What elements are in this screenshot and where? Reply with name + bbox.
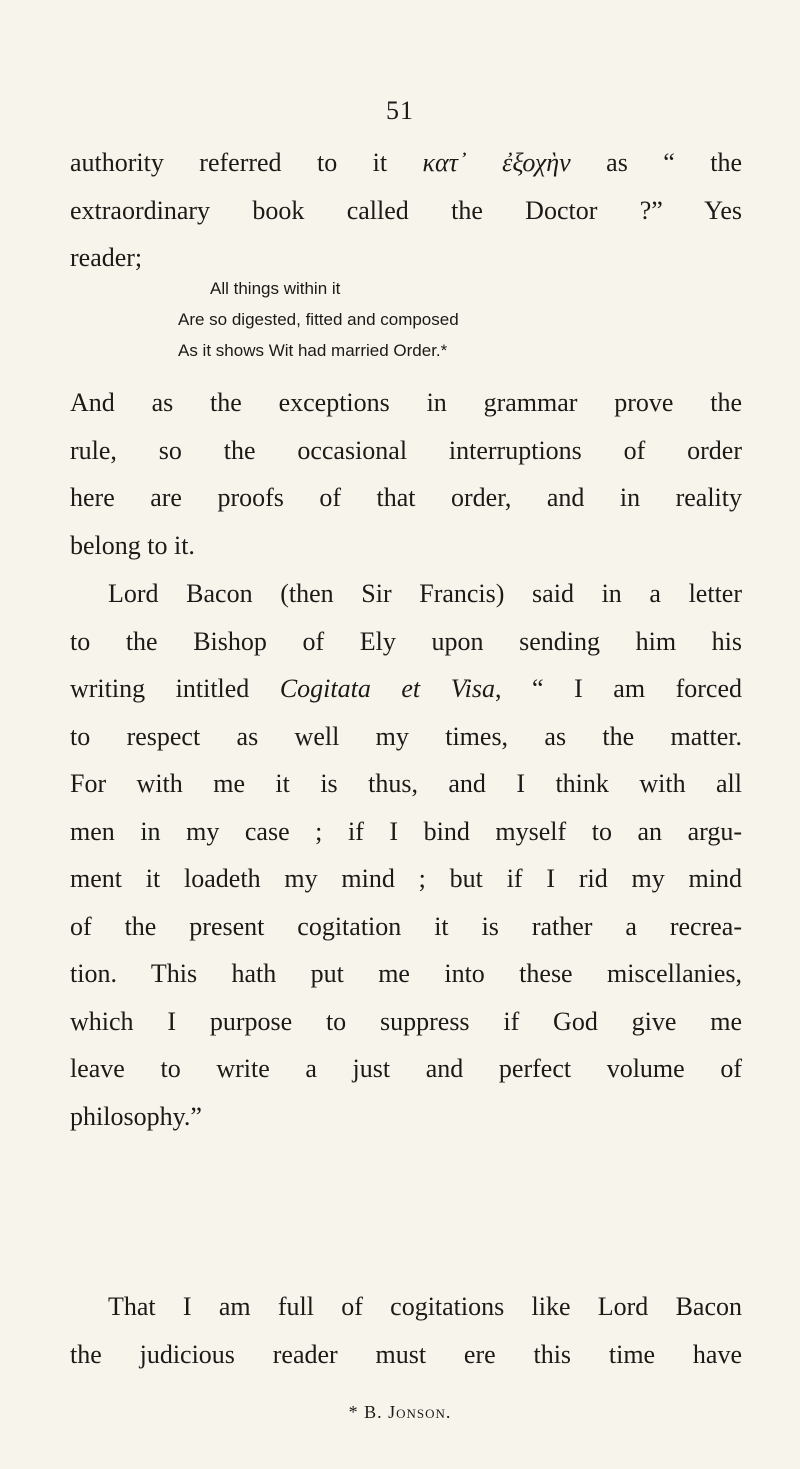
text-line: belong to it. bbox=[70, 530, 195, 560]
paragraph-lord-bacon bbox=[70, 570, 742, 1140]
verse-line: Are so digested, fitted and composed bbox=[178, 310, 459, 329]
verse-quotation bbox=[178, 273, 738, 366]
text-line bbox=[70, 665, 742, 713]
text-line: to respect as well my times, as the matter. bbox=[70, 721, 742, 751]
paragraph-opening bbox=[70, 139, 742, 282]
text-line: Lord Bacon (then Sir Francis) said in a letter bbox=[108, 579, 742, 608]
text-span: , “ I am forced bbox=[495, 674, 743, 703]
text-line: And as the exceptions in grammar prove the bbox=[70, 388, 742, 417]
footnote bbox=[0, 1402, 800, 1423]
text-line: the judicious reader must ere this time have bbox=[70, 1339, 742, 1369]
text-line: reader; bbox=[70, 243, 143, 272]
text-line: leave to write a just and perfect volume of bbox=[70, 1054, 742, 1083]
text-line: philosophy.” bbox=[70, 1101, 202, 1131]
verse-line: As it shows Wit had married Order.* bbox=[178, 341, 448, 360]
text-line: rule, so the occasional interruptions of order bbox=[70, 435, 742, 465]
text-line: ment it loadeth my mind ; but if I rid my mind bbox=[70, 864, 742, 893]
text-line: For with me it is thus, and I think with all bbox=[70, 769, 742, 798]
text-line: tion. This hath put me into these miscellanies, bbox=[70, 959, 742, 988]
text-line: That I am full of cogitations like Lord Bacon bbox=[108, 1292, 742, 1321]
text-line: of the present cogitation it is rather a recrea- bbox=[70, 911, 742, 941]
text-line bbox=[70, 139, 742, 187]
paragraph-cogitations bbox=[70, 1283, 742, 1378]
text-line: here are proofs of that order, and in reality bbox=[70, 483, 742, 512]
verse-line: All things within it bbox=[210, 279, 341, 298]
page-number: 51 bbox=[386, 96, 414, 125]
text-line: which I purpose to suppress if God give me bbox=[70, 1006, 742, 1036]
text-span: authority referred to it bbox=[70, 148, 423, 177]
text-span: writing intitled bbox=[70, 674, 280, 703]
footnote-text: * B. Jonson. bbox=[348, 1402, 452, 1422]
paragraph-exceptions bbox=[70, 379, 742, 569]
book-title: Cogitata et Visa bbox=[279, 674, 495, 703]
text-line: men in my case ; if I bind myself to an argu- bbox=[70, 816, 742, 846]
text-line: extraordinary book called the Doctor ?” Yes bbox=[70, 195, 742, 225]
greek-phrase: κατ᾽ ἐξοχὴν bbox=[422, 148, 571, 177]
text-line: to the Bishop of Ely upon sending him his bbox=[70, 626, 742, 656]
text-span: as “ the bbox=[570, 148, 742, 177]
